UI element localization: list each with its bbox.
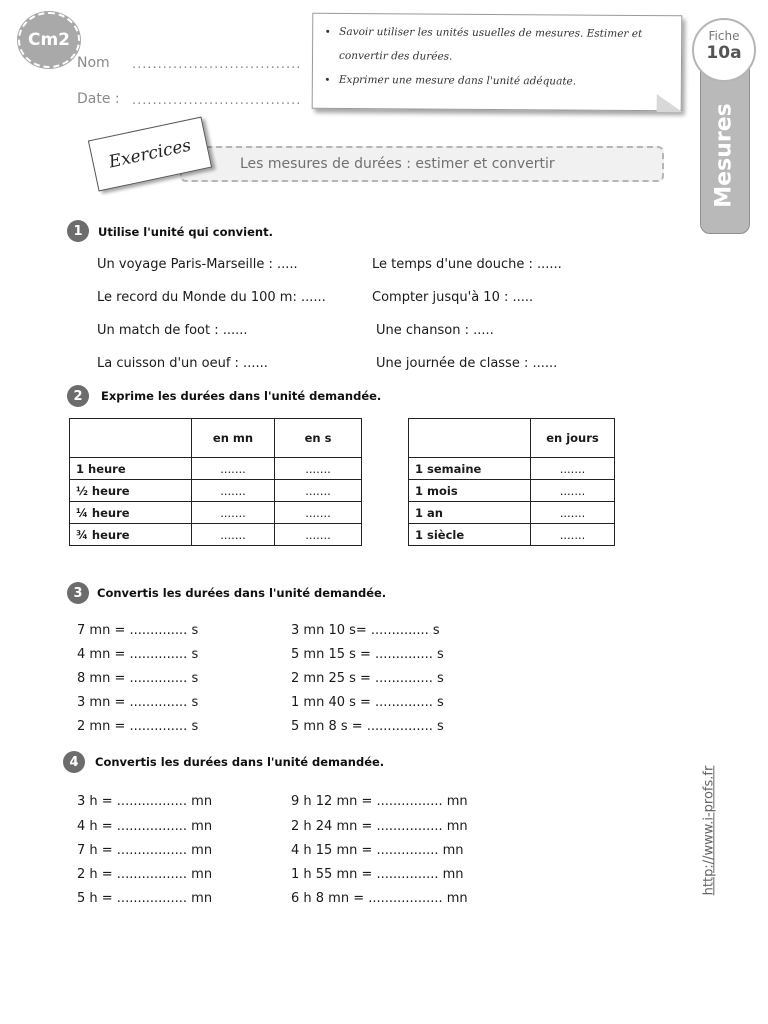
level-badge: Cm2 xyxy=(18,12,80,68)
list-item: 2 mn = .............. s xyxy=(77,719,199,734)
answer-cell[interactable]: ....... xyxy=(192,524,275,546)
table-row xyxy=(70,458,362,480)
table-cell: 1 mois xyxy=(409,480,531,502)
answer-cell[interactable]: ....... xyxy=(192,502,275,524)
exercise-instruction: Convertis les durées dans l'unité demandée. xyxy=(95,755,385,769)
page-title: Les mesures de durées : estimer et convertir xyxy=(180,146,664,182)
list-item: 2 h 24 mn = ................ mn xyxy=(291,819,468,834)
answer-cell[interactable]: ....... xyxy=(275,502,362,524)
objectives-list xyxy=(323,20,673,94)
conversion-table-days xyxy=(408,418,615,546)
list-item: 4 h 15 mn = ............... mn xyxy=(291,843,464,858)
table-row xyxy=(409,480,615,502)
list-item: 7 h = ................. mn xyxy=(77,843,213,858)
list-item: 9 h 12 mn = ................ mn xyxy=(291,794,468,809)
answer-cell[interactable]: ....... xyxy=(275,458,362,480)
nom-label: Nom xyxy=(77,55,110,71)
answer-cell[interactable]: ....... xyxy=(531,524,615,546)
exercise-number-badge: 3 xyxy=(67,582,89,604)
list-item: 8 mn = .............. s xyxy=(77,671,199,686)
exercise-instruction: Utilise l'unité qui convient. xyxy=(98,225,273,239)
table-row xyxy=(409,524,615,546)
list-item: 1 mn 40 s = .............. s xyxy=(291,695,444,710)
source-link-wrap xyxy=(694,760,724,900)
answer-cell[interactable]: ....... xyxy=(531,502,615,524)
table-row xyxy=(409,458,615,480)
list-item: Un voyage Paris-Marseille : ..... xyxy=(97,257,298,272)
fiche-label: Fiche xyxy=(708,29,740,43)
answer-cell[interactable]: ....... xyxy=(275,480,362,502)
fiche-number: 10a xyxy=(706,43,742,63)
fiche-badge xyxy=(692,18,756,82)
answer-cell[interactable]: ....... xyxy=(531,480,615,502)
list-item: Une journée de classe : ...... xyxy=(376,356,558,371)
list-item: 4 mn = .............. s xyxy=(77,647,199,662)
table-header-row xyxy=(409,419,615,458)
table-header-cell xyxy=(70,419,192,458)
exercise-number-badge: 4 xyxy=(63,751,85,773)
objective-item: • Savoir utiliser les unités usuelles de mesures. Estimer et convertir des durées. xyxy=(339,20,673,70)
table-cell: ¼ heure xyxy=(70,502,192,524)
list-item: Le temps d'une douche : ...... xyxy=(372,257,562,272)
list-item: 3 mn = .............. s xyxy=(77,695,199,710)
list-item: 4 h = ................. mn xyxy=(77,819,213,834)
list-item: 3 mn 10 s= .............. s xyxy=(291,623,440,638)
date-label: Date : xyxy=(77,91,120,107)
list-item: Compter jusqu'à 10 : ..... xyxy=(372,290,534,305)
table-cell: 1 semaine xyxy=(409,458,531,480)
exercices-label: Exercices xyxy=(88,117,212,192)
list-item: 3 h = ................. mn xyxy=(77,794,213,809)
table-row xyxy=(70,502,362,524)
answer-cell[interactable]: ....... xyxy=(192,480,275,502)
list-item: 7 mn = .............. s xyxy=(77,623,199,638)
objectives-card xyxy=(312,13,683,112)
list-item: 6 h 8 mn = .................. mn xyxy=(291,891,468,906)
table-header-cell: en mn xyxy=(192,419,275,458)
list-item: 5 mn 15 s = .............. s xyxy=(291,647,444,662)
table-header-cell: en s xyxy=(275,419,362,458)
table-row xyxy=(70,524,362,546)
table-cell: 1 heure xyxy=(70,458,192,480)
list-item: 5 h = ................. mn xyxy=(77,891,213,906)
table-cell: ½ heure xyxy=(70,480,192,502)
answer-cell[interactable]: ....... xyxy=(192,458,275,480)
exercise-instruction: Exprime les durées dans l'unité demandée. xyxy=(101,389,382,403)
conversion-table-hours xyxy=(69,418,362,546)
section-tab-label-wrap xyxy=(700,90,748,220)
nom-field[interactable]: ................................. xyxy=(132,57,302,72)
source-link[interactable]: http://www.i-profs.fr xyxy=(701,765,717,895)
list-item: 2 h = ................. mn xyxy=(77,867,213,882)
table-cell: 1 an xyxy=(409,502,531,524)
table-cell: 1 siècle xyxy=(409,524,531,546)
list-item: 1 h 55 mn = ............... mn xyxy=(291,867,464,882)
list-item: Une chanson : ..... xyxy=(376,323,494,338)
section-tab-label: Mesures xyxy=(711,102,737,208)
list-item: 5 mn 8 s = ................ s xyxy=(291,719,444,734)
list-item: Un match de foot : ...... xyxy=(97,323,248,338)
list-item: Le record du Monde du 100 m: ...... xyxy=(97,290,326,305)
table-header-row xyxy=(70,419,362,458)
date-field[interactable]: ................................. xyxy=(132,93,302,108)
exercise-number-badge: 1 xyxy=(67,220,89,242)
list-item: 2 mn 25 s = .............. s xyxy=(291,671,444,686)
objective-item: • Exprimer une mesure dans l'unité adéquate. xyxy=(339,68,673,94)
exercise-number-badge: 2 xyxy=(67,385,89,407)
list-item: La cuisson d'un oeuf : ...... xyxy=(97,356,268,371)
exercise-instruction: Convertis les durées dans l'unité demandée. xyxy=(97,586,387,600)
table-header-cell: en jours xyxy=(531,419,615,458)
table-row xyxy=(409,502,615,524)
table-row xyxy=(70,480,362,502)
table-header-cell xyxy=(409,419,531,458)
page-curl xyxy=(657,94,683,112)
answer-cell[interactable]: ....... xyxy=(531,458,615,480)
table-cell: ¾ heure xyxy=(70,524,192,546)
answer-cell[interactable]: ....... xyxy=(275,524,362,546)
